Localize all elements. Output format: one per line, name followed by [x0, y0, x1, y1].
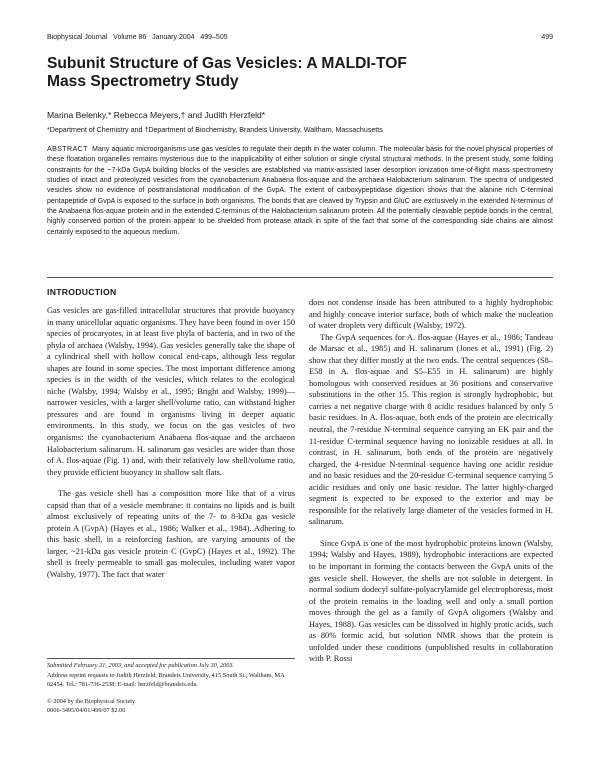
footnote-divider [47, 658, 295, 659]
body-column-left [47, 305, 295, 581]
paragraph: The gas vesicle shell has a composition more like that of a virus capsid than that of a vesicle membrane: it contains no lipids and is built almost exclusively of repeating units of the 7- to 8-kDa gas vesicle protein A (GvpA) (Hayes et al., 1986; Walker et al., 1984). Adhering to this basic shell, in a reinforcing fashion, are varying amounts of the larger, ~21-kDa gas vesicle protein C (GvpC) (Hayes et al., 1992). The shell is freely permeable to small gas molecules, including water vapor (Walsby, 1977). The fact that water [47, 489, 295, 580]
abstract-text: Many aquatic microorganisms use gas vesicles to regulate their depth in the water column. The molecular basis for the novel physical properties of these floatation organelles remains mysterious due to the inapplicability of either solution or single crystal structural methods. In the present study, some folding constraints for the ~7-kDa GvpA building blocks of the vesicles are established via matrix-assisted laser desorption ionization time-of-flight mass spectrometry studies of intact and proteolyzed vesicles from the cyanobacterium Anabaena flos-aquae and the archaea Halobacterium salinarum. The spectra of undigested vesicles show no evidence of posttranslational modification of the GvpA. The extent of carboxypeptidase digestion shows that the alanine rich C-terminal pentapeptide of GvpA is exposed to the surface in both organisms. The bonds that are cleaved by Trypsin and GluC are exclusively in the extended N-terminus of the Anabaena flos-aquae protein and in the extended C-terminus of the Halobacterium salinarum protein. All the potentially cleavable peptide bonds in the central, highly conserved portion of the protein appear to be shielded from protease attack in spite of the fact that some of the corresponding side chains are almost certainly exposed to the aqueous medium. [47, 146, 553, 236]
author-list: Marina Belenky,* Rebecca Meyers,† and Judith Herzfeld* [47, 110, 266, 120]
page-range: 499–505 [200, 34, 228, 41]
journal-volume: Volume 86 [113, 34, 147, 41]
running-head [47, 34, 553, 41]
abstract [47, 145, 553, 238]
journal-name: Biophysical Journal [47, 34, 108, 41]
paragraph: does not condense inside has been attributed to a highly hydrophobic and highly concave interior surface, both of which make the nucleation of water droplets very difficult (Walsby, 1972). [309, 298, 553, 331]
article-title: Subunit Structure of Gas Vesicles: A MALDI-TOF Mass Spectrometry Study [47, 55, 407, 90]
abstract-heading: ABSTRACT [47, 146, 88, 153]
paragraph: The GvpA sequences for A. flos-aquae (Hayes et al., 1986; Tandeau de Marsac et al., 1985) and H. salinarum (Jones et al., 1991) (Fig. 2) show that they differ mostly at the two ends. The central sequences (S8–E58 in A. flos-aquae and S5–E55 in H. salinarum) are highly homologous with conserved residues at 36 positions and conservative substitutions in the other 15. This region is strongly hydrophobic, but carries a net negative charge with 8 acidic residues balanced by only 5 basic residues. In A. flos-aquae, both ends of the protein are electrically neutral, the 7-residue N-terminal sequence carrying an EK pair and the 11-residue C-terminal sequence having no ionizable residues at all. In contrast, in H. salinarum, both ends of the protein are negatively charged, the 4-residue N-terminal sequence having one acidic residue and no basic residues and the 20-residue C-terminal sequence carrying 5 acidic residues and only one basic residue. The latter highly-charged segment is expected to be exposed to the exterior and may be responsible for the relatively large diameter of the vesicles formed in H. salinarum. [309, 332, 553, 527]
section-heading-introduction: INTRODUCTION [47, 287, 117, 297]
copyright-notice: © 2004 by the Biophysical Society [47, 698, 136, 705]
abstract-divider [47, 277, 553, 278]
affiliation: *Department of Chemistry and †Department of Biochemistry, Brandeis University, Waltham, Massachusetts [47, 126, 383, 134]
reprint-address: Address reprint requests to Judith Herzfeld, Brandeis University, 415 South St., Waltham, MA 02454. Tel.: 781-736-2538; E-mail: herzfeld@brandeis.edu. [47, 672, 285, 688]
issue-date: January 2004 [152, 34, 195, 41]
body-column-right [309, 297, 553, 665]
paragraph: Gas vesicles are gas-filled intracellular structures that provide buoyancy in many unicellular aquatic organisms. They have been found in over 150 species of procaryotes, in at least five phyla of bacteria, and in two of the phyla of archaea (Walsby, 1994). Gas vesicles generally take the shape of a cylindrical shell with hollow conical end-caps, although less regular shapes are found in some species. The most important difference among species is in the width of the vesicles, which relates to the ecological niche (Walsby, 1994; Walsby et al., 1995; Bright and Walsby, 1999)—narrower vesicles, with a larger shell/volume ratio, can withstand higher pressures and are found in organisms living in deeper aquatic environments. In this study, we focus on the gas vesicles of two organisms: the cyanobacterium Anabaena flos-aquae and the archaeon Halobacterium salinarum. H. salinarum gas vesicles are wider than those of A. flos-aquae (Fig. 1) and, with their relatively low shell/volume ratio, they provide efficient buoyancy in shallow salt flats. [47, 306, 295, 477]
article-code: 0006-3495/04/01/499/07 $2.00 [47, 707, 126, 714]
paragraph: Since GvpA is one of the most hydrophobic proteins known (Walsby, 1994; Walsby and Hayes, 1989), hydrophobic interactions are expected to be important in forming the contacts between the GvpA units of the gas vesicle shell. However, the shells are not soluble in detergent. In normal sodium dodecyl sulfate-polyacrylamide gel electrophoresis, most of the protein remains in the loading well and only a small portion moves through the gel as a family of GvpA oligomers (Walsby and Hayes, 1988). Gas vesicles can be dissolved in highly protic acids, such as 80% formic acid, but solution NMR shows that the protein is unfolded under these conditions (unpublished results in collaboration with P. Rossi [309, 538, 553, 664]
submission-dates: Submitted February 21, 2003, and accepted for publication July 30, 2003. [47, 662, 235, 669]
page-number: 499 [541, 34, 553, 41]
